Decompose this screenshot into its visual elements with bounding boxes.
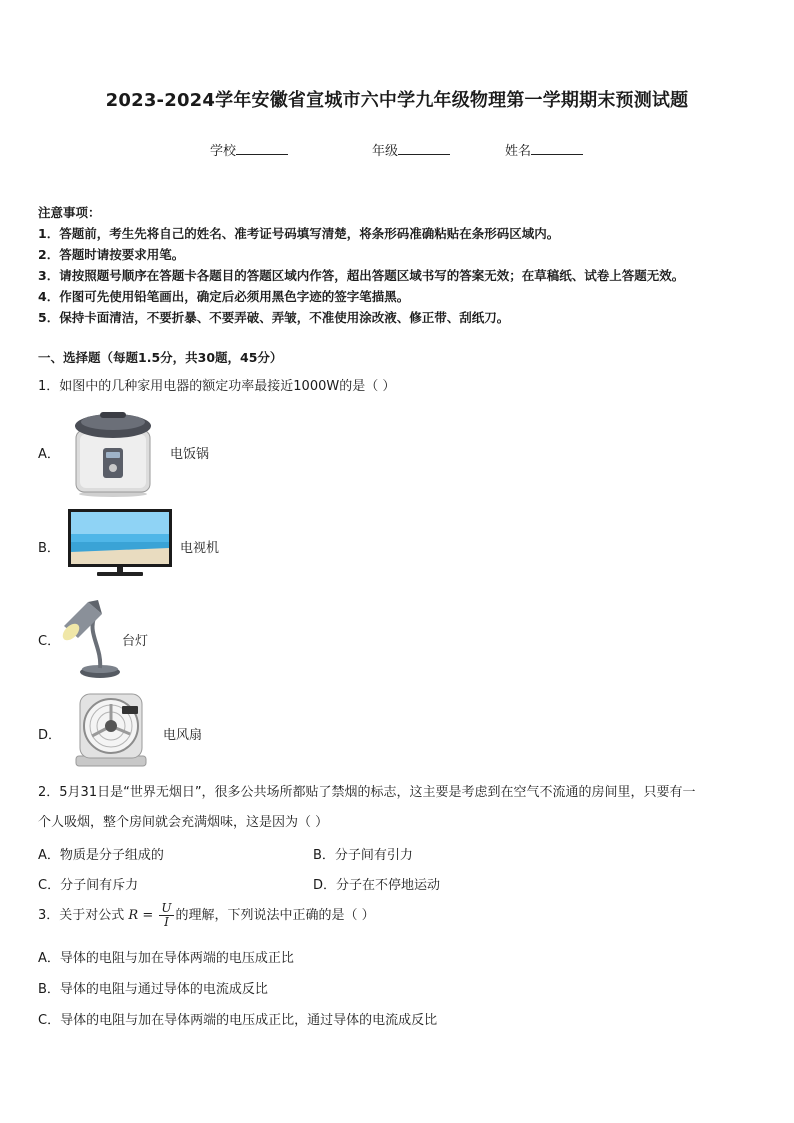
q1-option-b-label: B． bbox=[38, 541, 60, 556]
school-label: 学校 bbox=[210, 144, 237, 159]
q2-option-d: D．分子在不停地运动 bbox=[313, 878, 441, 893]
formula-numerator: U bbox=[161, 901, 172, 915]
television-icon bbox=[67, 508, 173, 578]
grade-label: 年级 bbox=[372, 144, 399, 159]
name-label: 姓名 bbox=[505, 144, 532, 159]
q1-option-a-label: A． bbox=[38, 447, 60, 462]
grade-field bbox=[372, 140, 450, 159]
formula-denominator: I bbox=[164, 915, 169, 929]
rice-cooker-icon bbox=[70, 408, 156, 498]
notice-item: 3．请按照题号顺序在答题卡各题目的答题区域内作答，超出答题区域书写的答案无效；在草稿纸、试卷上答题无效。 bbox=[38, 268, 685, 283]
question-3-suffix: 的理解，下列说法中正确的是（ ） bbox=[175, 908, 375, 923]
q1-option-d-label: D． bbox=[38, 728, 62, 743]
question-3-prefix: 3．关于对公式 bbox=[38, 908, 125, 923]
q1-option-c-caption: 台灯 bbox=[122, 634, 149, 649]
q1-option-a-caption: 电饭锅 bbox=[170, 447, 210, 462]
q3-option-b: B．导体的电阻与通过导体的电流成反比 bbox=[38, 982, 268, 997]
notice-item: 5．保持卡面清洁，不要折暴、不要弄破、弄皱，不准使用涂改液、修正带、刮纸刀。 bbox=[38, 310, 510, 325]
q1-option-b-caption: 电视机 bbox=[180, 541, 220, 556]
formula-fraction bbox=[159, 902, 173, 929]
question-3-stem bbox=[38, 902, 375, 929]
school-field bbox=[210, 140, 288, 159]
section-heading: 一、选择题（每题1.5分，共30题，45分） bbox=[38, 350, 283, 365]
question-2-stem-line-2: 个人吸烟，整个房间就会充满烟味，这是因为（ ） bbox=[38, 815, 329, 830]
q2-option-b: B．分子间有引力 bbox=[313, 848, 413, 863]
notice-heading: 注意事项： bbox=[38, 205, 101, 220]
name-blank bbox=[531, 142, 583, 155]
name-field bbox=[505, 140, 583, 159]
page-title: 2023-2024学年安徽省宣城市六中学九年级物理第一学期期末预测试题 bbox=[105, 90, 689, 111]
desk-lamp-icon bbox=[58, 592, 124, 680]
grade-blank bbox=[398, 142, 450, 155]
notice-item: 2．答题时请按要求用笔。 bbox=[38, 247, 185, 262]
school-blank bbox=[236, 142, 288, 155]
question-2-stem-line-1: 2．5月31日是“世界无烟日”，很多公共场所都贴了禁烟的标志，这主要是考虑到在空气不流通的房间里，只要有一 bbox=[38, 785, 696, 800]
q2-option-c: C．分子间有斥力 bbox=[38, 878, 139, 893]
notice-item: 1．答题前，考生先将自己的姓名、准考证号码填写清楚，将条形码准确粘贴在条形码区域内。 bbox=[38, 226, 560, 241]
electric-fan-icon bbox=[70, 690, 152, 770]
q1-option-c-label: C． bbox=[38, 634, 61, 649]
q2-option-a: A．物质是分子组成的 bbox=[38, 848, 164, 863]
notice-item: 4．作图可先使用铅笔画出，确定后必须用黑色字迹的签字笔描黑。 bbox=[38, 289, 410, 304]
formula-lhs: R = bbox=[128, 908, 154, 923]
q3-option-c: C．导体的电阻与加在导体两端的电压成正比，通过导体的电流成反比 bbox=[38, 1013, 438, 1028]
q3-option-a: A．导体的电阻与加在导体两端的电压成正比 bbox=[38, 951, 294, 966]
q1-option-d-caption: 电风扇 bbox=[163, 728, 203, 743]
question-1-stem: 1．如图中的几种家用电器的额定功率最接近1000W的是（ ） bbox=[38, 379, 396, 394]
